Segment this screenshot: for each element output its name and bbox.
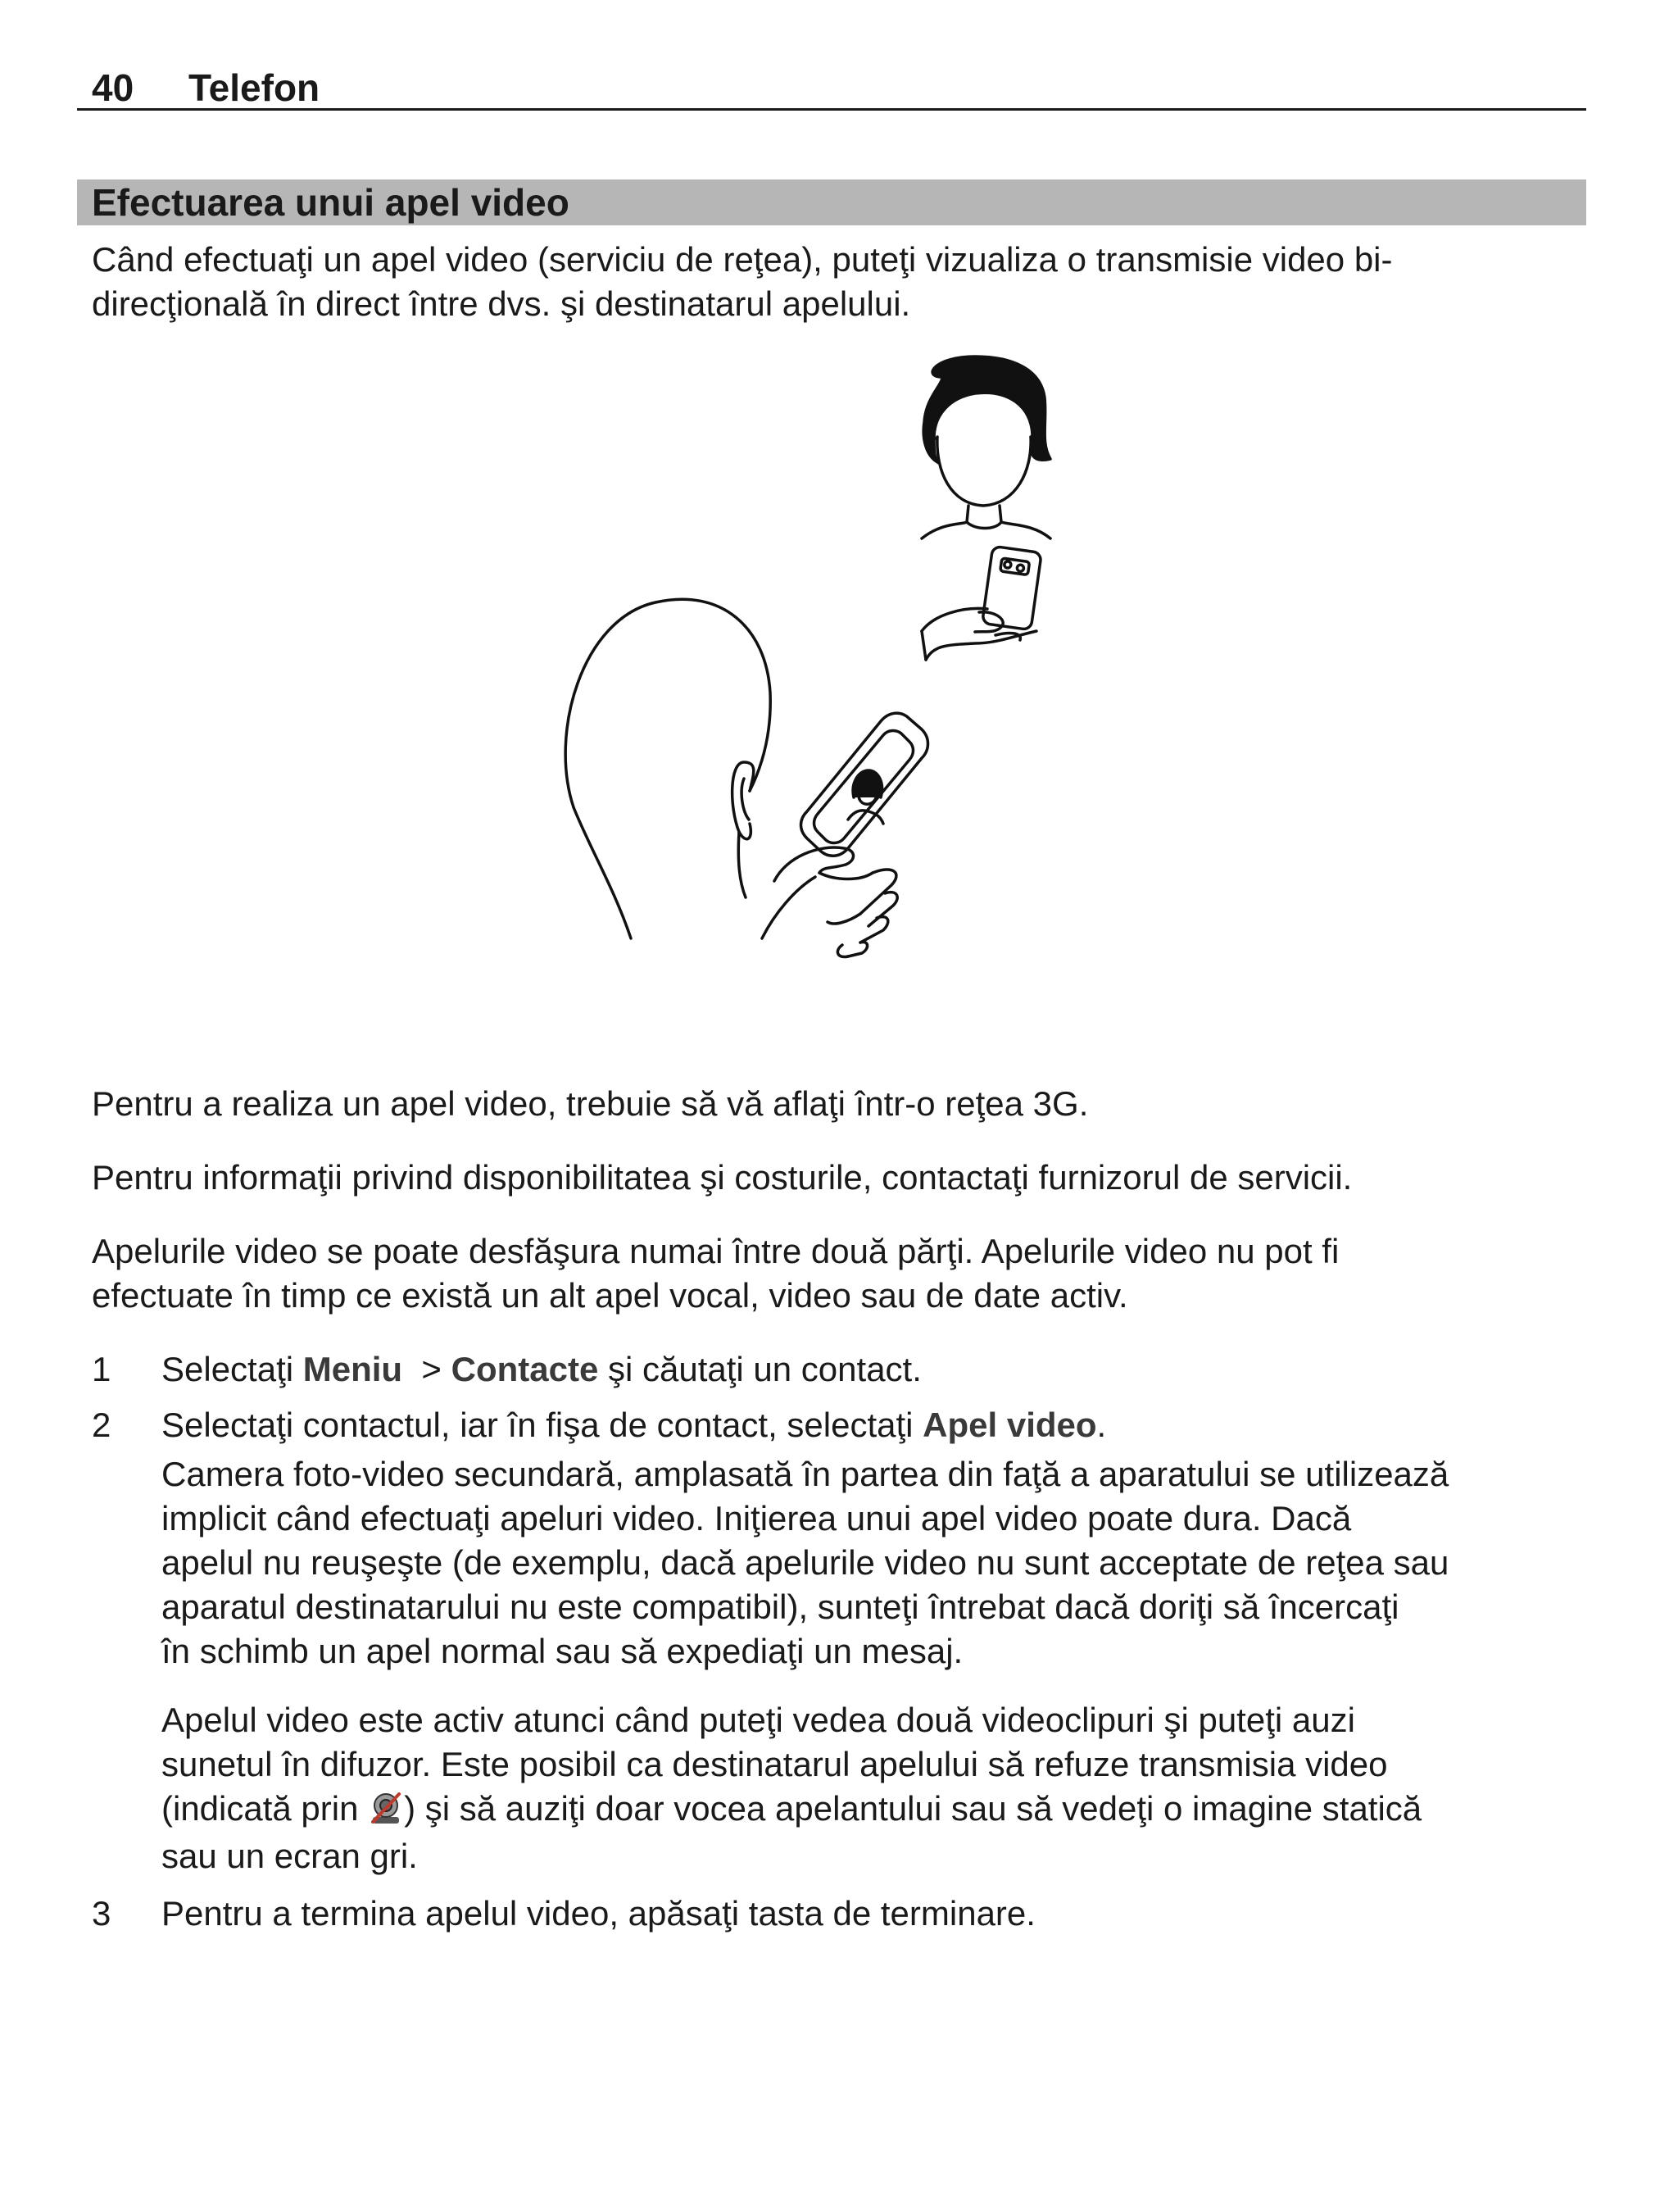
active-call-note-line-2: sunetul în difuzor. Este posibil ca destinatarul apelului să refuze transmisia video [161,1745,1388,1783]
front-camera-note-line-2: implicit când efectuaţi apeluri video. Iniţierea unui apel video poate dura. Dacă [161,1499,1352,1537]
remote-person [922,357,1050,538]
step-number: 1 [92,1350,111,1388]
step-text-suffix: . [1096,1406,1107,1444]
intro-paragraph-line-2: direcţională în direct între dvs. şi destinatarul apelului. [92,284,911,323]
intro-paragraph-line-1: Când efectuaţi un apel video (serviciu de reţea), puteţi vizualiza o transmisie video bi- [92,240,1393,279]
step-text-prefix: Selectaţi contactul, iar în fişa de contact, selectaţi [161,1406,923,1444]
step-text-prefix: Selectaţi [161,1350,303,1388]
video-blocked-icon [368,1791,404,1827]
front-camera-note-line-4: aparatul destinatarului nu este compatibil), sunteţi întrebat dacă doriţi să încercaţi [161,1587,1399,1626]
step-number: 2 [92,1406,111,1444]
local-person-back [565,599,770,938]
running-header [77,57,1586,111]
active-call-note-line-4: sau un ecran gri. [161,1837,418,1875]
step-text-suffix: şi căutaţi un contact. [598,1350,922,1388]
service-info-paragraph: Pentru informaţii privind disponibilitatea şi costurile, contactaţi furnizorul de servicii. [92,1158,1353,1197]
front-camera-note-line-5: în schimb un apel normal sau să expediaţi un mesaj. [161,1632,964,1670]
video-call-illustration [549,348,1106,1053]
network-requirement-paragraph: Pentru a realiza un apel video, trebuie să vă aflaţi într-o reţea 3G. [92,1084,1089,1123]
step-text [161,1403,1591,1447]
two-parties-line-2: efectuate în timp ce există un alt apel vocal, video sau de date activ. [92,1276,1128,1315]
front-camera-note-line-3: apelul nu reuşeşte (de exemplu, dacă apelurile video nu sunt acceptate de reţea sau [161,1543,1449,1582]
menu-label: Meniu [302,1350,403,1388]
remote-phone-in-hand [922,546,1041,660]
active-call-note-line-3 [161,1787,1579,1831]
section-title: Efectuarea unui apel video [92,181,569,224]
section-heading-bar [77,179,1586,225]
chapter-title: Telefon [188,66,320,109]
page-number: 40 [92,66,134,109]
step-number: 3 [92,1894,111,1933]
menu-separator: > [402,1350,451,1388]
local-phone-in-hand [762,713,928,956]
step-text [161,1347,1591,1392]
front-camera-note-line-1: Camera foto-video secundară, amplasată în partea din faţă a aparatului se utilizează [161,1455,1449,1493]
step-text: Pentru a termina apelul video, apăsaţi tasta de terminare. [161,1894,1036,1933]
active-call-note-line-1: Apelul video este activ atunci când puteţi vedea două videoclipuri şi puteţi auzi [161,1701,1355,1739]
contacts-label: Contacte [451,1350,599,1388]
note-text-after-icon: ) şi să auziţi doar vocea apelantului sau să vedeţi o imagine statică [404,1789,1422,1828]
two-parties-line-1: Apelurile video se poate desfăşura numai între două părţi. Apelurile video nu pot fi [92,1232,1340,1270]
video-call-option-label: Apel video [923,1406,1097,1444]
note-text-before-icon: (indicată prin [161,1789,369,1828]
